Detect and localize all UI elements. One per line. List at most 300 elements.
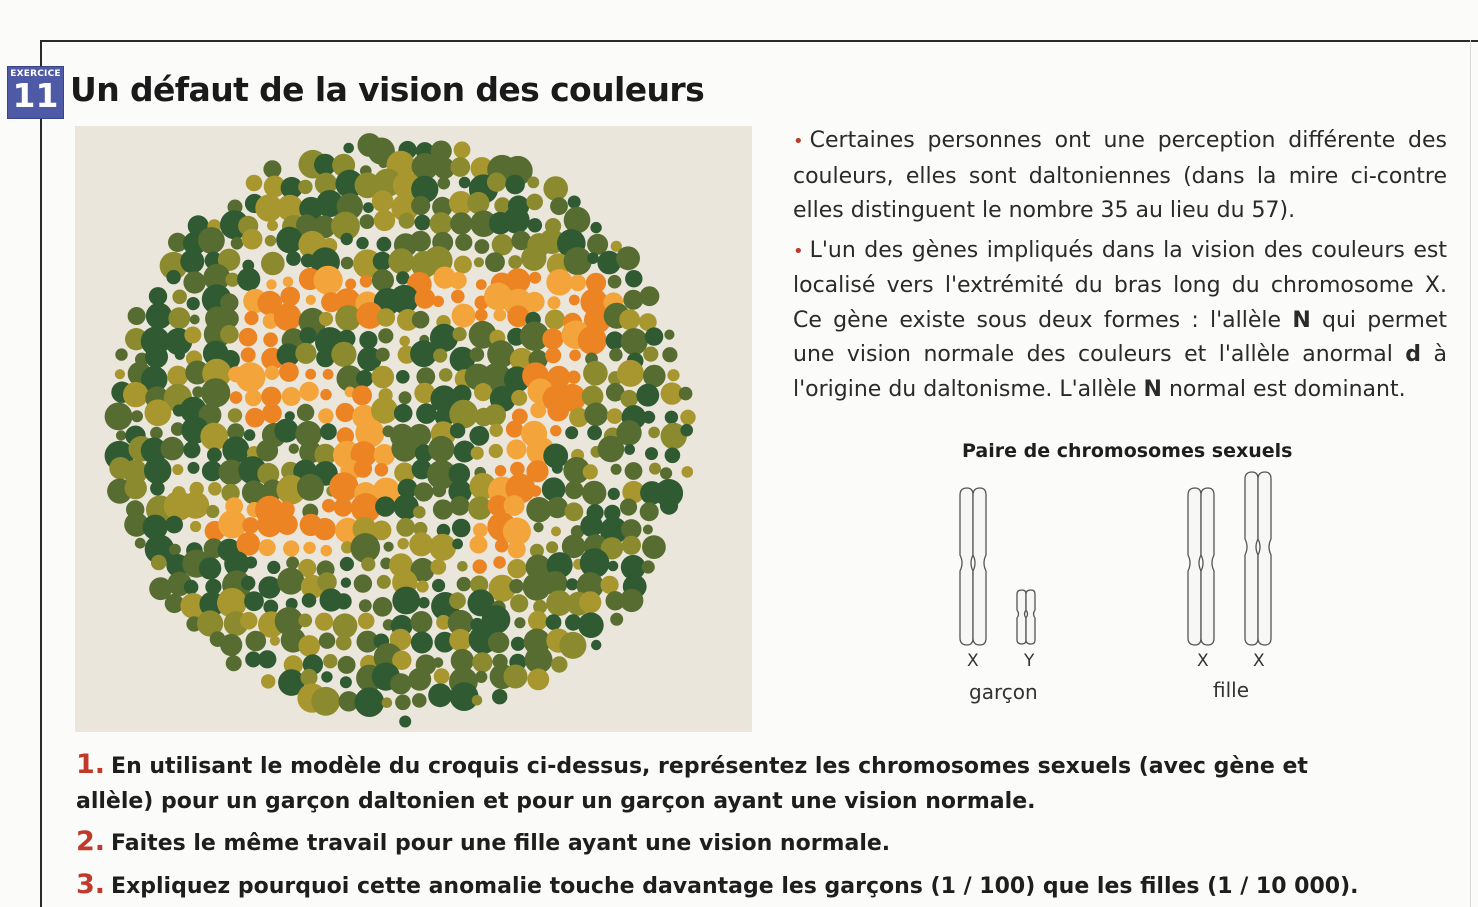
plate-dot <box>151 555 167 571</box>
plate-dot <box>616 246 640 270</box>
plate-dot <box>428 436 454 462</box>
plate-dot <box>323 369 334 380</box>
plate-dot <box>161 437 185 461</box>
plate-dot <box>375 496 395 516</box>
plate-dot <box>246 631 267 652</box>
plate-dot <box>548 296 561 309</box>
plate-dot <box>372 366 395 389</box>
plate-dot <box>105 403 133 431</box>
plate-dot <box>551 656 567 672</box>
plate-dot <box>298 635 320 657</box>
plate-dot <box>527 669 549 691</box>
plate-dot <box>475 239 490 254</box>
plate-dot <box>399 213 415 229</box>
plate-dot <box>564 247 592 275</box>
boy-x-label: X <box>967 651 979 671</box>
plate-dot <box>391 435 418 462</box>
plate-dot <box>336 403 355 422</box>
plate-dot <box>184 327 201 344</box>
girl-x2-label: X <box>1253 651 1265 671</box>
plate-dot <box>662 347 677 362</box>
plate-dot <box>474 257 484 267</box>
plate-dot <box>475 671 487 683</box>
plate-dot <box>434 668 450 684</box>
allele-n: N <box>1292 307 1311 333</box>
plate-dot <box>505 175 525 195</box>
boy-y-chromosome <box>1017 590 1035 644</box>
plate-dot <box>490 424 503 437</box>
question-text: Faites le même travail pour une fille ayant une vision normale. <box>111 831 891 856</box>
allele-d: d <box>1405 342 1422 367</box>
plate-dot <box>617 360 644 387</box>
girl-x-chromosome-1 <box>1188 488 1214 645</box>
plate-dot <box>354 459 372 477</box>
plate-dot <box>390 285 419 314</box>
plate-dot <box>231 237 244 250</box>
plate-dot <box>543 176 568 201</box>
plate-dot <box>439 368 453 382</box>
plate-dot <box>338 656 356 674</box>
plate-dot <box>660 497 678 515</box>
plate-dot <box>452 539 463 550</box>
plate-dot <box>609 348 622 361</box>
plate-dot <box>245 390 262 407</box>
plate-dot <box>625 270 642 287</box>
plate-dot <box>226 655 242 671</box>
plate-dot <box>495 465 506 476</box>
plate-dot <box>172 290 187 305</box>
plate-dot <box>373 597 393 617</box>
plate-dot <box>280 287 300 307</box>
plate-dot <box>183 441 200 458</box>
girl-x-chromosome-2 <box>1245 472 1271 645</box>
plate-dot <box>410 611 432 633</box>
intro-p2-part1: L'un des gènes impliqués dans la vision des couleurs est localisé vers l'extrémité du bras long du chromosome X. Ce gène existe sous deux formes : l'allèle <box>793 237 1447 333</box>
plate-dot <box>341 578 351 588</box>
plate-dot <box>318 408 333 423</box>
plate-dot <box>356 237 368 249</box>
plate-dot <box>241 347 256 362</box>
plate-dot <box>298 614 312 628</box>
plate-dot <box>115 348 127 360</box>
plate-dot <box>636 384 659 407</box>
plate-dot <box>399 336 410 347</box>
plate-dot <box>286 557 299 570</box>
question-number: 1. <box>76 749 106 780</box>
plate-dot <box>329 472 358 501</box>
plate-dot <box>454 256 472 274</box>
plate-dot <box>355 687 385 717</box>
bullet-icon: • <box>793 131 804 152</box>
girl-x1-label: X <box>1197 651 1209 671</box>
plate-dot <box>452 304 476 328</box>
plate-dot <box>411 196 430 215</box>
plate-dot <box>116 430 126 440</box>
plate-dot <box>608 488 620 500</box>
plate-dot <box>408 668 431 691</box>
plate-dot <box>485 252 505 272</box>
plate-dot <box>340 557 354 571</box>
intro-paragraph-1-text: Certaines personnes ont une perception différente des couleurs, elles sont daltoniennes (dans la mire ci-contre elles distinguent le nombre 35 au lieu du 57). <box>793 128 1447 223</box>
plate-dot <box>471 447 484 460</box>
plate-dot <box>430 559 446 575</box>
plate-dot <box>300 327 317 344</box>
plate-dot <box>509 579 523 593</box>
plate-dot <box>551 526 561 536</box>
plate-dot <box>372 269 394 291</box>
plate-dot <box>282 387 301 406</box>
plate-dot <box>270 636 280 646</box>
plate-dot <box>411 632 433 654</box>
plate-dot <box>565 502 584 521</box>
plate-dot <box>319 312 333 326</box>
plate-dot <box>488 632 509 653</box>
plate-dot <box>320 423 337 440</box>
plate-dot <box>302 593 317 608</box>
plate-dot <box>622 536 641 555</box>
plate-dot <box>412 311 430 329</box>
plate-dot <box>299 382 318 401</box>
plate-dot <box>566 578 578 590</box>
plate-dot <box>547 497 568 518</box>
plate-dot <box>528 177 540 189</box>
plate-dot <box>131 410 143 422</box>
plate-dot <box>413 506 426 519</box>
plate-dot <box>378 328 393 343</box>
plate-dot <box>410 231 431 252</box>
plate-dot <box>206 505 219 518</box>
diagram-title: Paire de chromosomes sexuels <box>962 440 1293 462</box>
plate-dot <box>345 279 356 290</box>
plate-dot <box>150 481 165 496</box>
plate-dot <box>395 695 411 711</box>
plate-dot <box>414 482 433 501</box>
plate-dot <box>354 574 372 592</box>
plate-dot <box>374 210 395 231</box>
plate-dot <box>429 534 456 561</box>
plate-dot <box>199 557 221 579</box>
plate-dot <box>322 499 336 513</box>
plate-dot <box>410 340 437 367</box>
plate-dot <box>514 617 525 628</box>
plate-dot <box>453 327 467 341</box>
plate-dot <box>640 502 659 521</box>
intro-p2-part4: normal est dominant. <box>1161 376 1406 402</box>
plate-dot <box>680 424 693 437</box>
plate-dot <box>665 448 681 464</box>
plate-dot <box>394 404 413 423</box>
plate-dot <box>356 370 373 387</box>
plate-dot <box>475 309 488 322</box>
plate-dot <box>392 587 420 615</box>
plate-dot <box>146 303 172 329</box>
exercise-badge <box>7 66 64 119</box>
plate-dot <box>297 404 314 421</box>
boy-x-chromosome <box>960 488 986 645</box>
plate-dot <box>361 557 375 571</box>
plate-dot <box>450 157 470 177</box>
plate-dot <box>333 613 358 638</box>
plate-dot <box>584 403 608 427</box>
boy-label: garçon <box>969 680 1038 704</box>
plate-dot <box>352 385 372 405</box>
plate-dot <box>220 325 239 344</box>
plate-dot <box>167 366 188 387</box>
plate-dot <box>261 252 285 276</box>
plate-dot <box>565 481 583 499</box>
plate-dot <box>546 269 572 295</box>
plate-dot <box>336 593 352 609</box>
plate-dot <box>341 233 353 245</box>
plate-dot <box>319 633 335 649</box>
plate-dot <box>611 464 622 475</box>
plate-dot <box>489 444 503 458</box>
plate-dot <box>266 279 276 289</box>
plate-dot <box>470 347 485 362</box>
plate-dot <box>323 654 337 668</box>
plate-dot <box>472 652 492 672</box>
plate-dot <box>150 427 163 440</box>
plate-dot <box>245 408 265 428</box>
plate-dot <box>679 387 693 401</box>
plate-dot <box>507 439 527 459</box>
plate-dot <box>607 408 623 424</box>
plate-dot <box>311 687 340 716</box>
plate-dot <box>144 457 171 484</box>
plate-dot <box>168 307 190 329</box>
plate-dot <box>521 246 546 271</box>
plate-dot <box>360 275 373 288</box>
plate-dot <box>358 613 375 630</box>
plate-dot <box>546 541 558 553</box>
plate-dot <box>274 303 302 331</box>
question-text: Expliquez pourquoi cette anomalie touche davantage les garçons (1 / 100) que les filles (1 / 10 000). <box>111 873 1359 899</box>
plate-dot <box>125 477 147 499</box>
plate-dot <box>359 331 377 349</box>
plate-dot <box>484 404 506 426</box>
plate-dot <box>643 347 658 362</box>
plate-dot <box>263 160 281 178</box>
question-2 <box>76 825 1376 862</box>
plate-dot <box>372 190 394 212</box>
plate-dot <box>265 235 276 246</box>
exercise-badge-label: EXERCICE <box>10 69 61 79</box>
plate-dot <box>300 669 317 686</box>
plate-dot <box>430 212 453 235</box>
question-number: 2. <box>76 826 106 857</box>
frame-top-border <box>40 40 1478 42</box>
plate-dot <box>246 175 263 192</box>
plate-dot <box>334 498 353 517</box>
plate-dot <box>384 542 394 552</box>
plate-dot <box>579 591 601 613</box>
plate-dot <box>470 536 488 554</box>
plate-dot <box>590 222 601 233</box>
plate-dot <box>598 436 625 463</box>
plate-dot <box>642 411 655 424</box>
plate-dot <box>432 579 445 592</box>
plate-dot <box>587 425 602 440</box>
plate-dot <box>583 361 608 386</box>
plate-dot <box>433 349 447 363</box>
plate-dot <box>667 369 679 381</box>
plate-dot <box>258 650 276 668</box>
plate-dot <box>450 272 467 289</box>
plate-dot <box>524 292 544 312</box>
plate-dot <box>542 328 563 349</box>
plate-dot <box>620 499 637 516</box>
plate-dot <box>166 270 180 284</box>
plate-dot <box>508 255 522 269</box>
plate-dot <box>244 311 258 325</box>
plate-dot <box>360 214 375 229</box>
plate-dot <box>399 716 411 728</box>
plate-dot <box>547 400 569 422</box>
plate-dot <box>620 589 643 612</box>
plate-dot <box>528 611 548 631</box>
plate-dot <box>645 327 663 345</box>
plate-dot <box>242 229 263 250</box>
intro-p2-part2: qui permet une vision normale des couleurs et l'allèle anormal <box>793 307 1448 367</box>
plate-dot <box>244 429 256 441</box>
plate-dot <box>648 427 660 439</box>
plate-dot <box>228 408 242 422</box>
plate-dot <box>473 523 488 538</box>
ishihara-plate <box>75 126 752 732</box>
plate-dot <box>145 399 172 426</box>
plate-dot <box>314 266 343 295</box>
plate-dot <box>315 613 333 631</box>
plate-dot <box>320 389 331 400</box>
plate-dot <box>321 671 332 682</box>
plate-dot <box>115 369 125 379</box>
plate-dot <box>542 477 566 501</box>
plate-dot <box>580 515 603 538</box>
plate-dot <box>457 561 468 572</box>
plate-dot <box>432 483 446 497</box>
plate-dot <box>452 519 471 538</box>
plate-dot <box>165 516 183 534</box>
plate-dot <box>508 540 526 558</box>
plate-dot <box>503 207 530 234</box>
plate-dot <box>237 268 260 291</box>
questions-list <box>76 748 1376 904</box>
plate-dot <box>175 350 185 360</box>
intro-paragraph-2 <box>793 234 1447 408</box>
plate-dot <box>220 634 242 656</box>
plate-dot <box>665 411 678 424</box>
plate-dot <box>474 383 492 401</box>
plate-dot <box>399 391 412 404</box>
plate-dot <box>198 227 225 254</box>
plate-dot <box>187 297 200 310</box>
plate-dot <box>472 695 483 706</box>
plate-dot <box>416 403 437 424</box>
plate-dot <box>546 614 562 630</box>
plate-dot <box>495 539 509 553</box>
plate-dot <box>341 257 354 270</box>
plate-dot <box>450 212 472 234</box>
plate-dot <box>172 464 183 475</box>
frame-right-border <box>1470 40 1471 907</box>
plate-dot <box>343 143 354 154</box>
plate-dot <box>511 390 527 406</box>
plate-dot <box>578 612 604 638</box>
plate-dot <box>570 275 587 292</box>
plate-dot <box>265 366 279 380</box>
plate-dot <box>680 410 695 425</box>
plate-dot <box>182 492 209 519</box>
plate-dot <box>494 309 507 322</box>
plate-dot <box>550 197 568 215</box>
plate-dot <box>533 522 543 532</box>
plate-dot <box>433 657 443 667</box>
plate-dot <box>510 594 528 612</box>
plate-dot <box>359 599 372 612</box>
plate-dot <box>645 447 658 460</box>
question-text: En utilisant le modèle du croquis ci-dessus, représentez les chromosomes sexuels (avec gène et allèle) pour un garçon daltonien et pour un garçon ayant une vision normale. <box>76 754 1308 814</box>
plate-dot <box>438 177 451 190</box>
plate-dot <box>587 252 599 264</box>
plate-dot <box>283 540 299 556</box>
plate-dot <box>649 463 661 475</box>
plate-dot <box>123 382 148 407</box>
plate-dot <box>457 577 471 591</box>
plate-dot <box>276 227 303 254</box>
plate-dot <box>190 315 200 325</box>
plate-dot <box>619 309 640 330</box>
plate-dot <box>415 288 436 309</box>
plate-dot <box>239 328 258 347</box>
plate-dot <box>188 462 200 474</box>
plate-dot <box>449 592 466 609</box>
plate-dot <box>568 196 581 209</box>
plate-dot <box>507 559 526 578</box>
plate-dot <box>295 343 316 364</box>
plate-dot <box>418 597 429 608</box>
intro-p2-part3: à l'origine du daltonisme. L'allèle <box>793 342 1447 402</box>
plate-dot <box>241 576 255 590</box>
plate-dot <box>625 462 643 480</box>
plate-dot <box>263 332 278 347</box>
plate-dot <box>473 559 487 573</box>
plate-dot <box>289 444 299 454</box>
plate-dot <box>504 495 525 516</box>
plate-dot <box>180 249 204 273</box>
exercise-number: 11 <box>12 76 59 115</box>
plate-dot <box>459 177 471 189</box>
allele-n-dominant: N <box>1143 376 1162 402</box>
plate-dot <box>620 390 638 408</box>
plate-dot <box>642 535 666 559</box>
plate-dot <box>286 251 301 266</box>
plate-dot <box>492 689 507 704</box>
plate-dot <box>640 286 660 306</box>
plate-dot <box>591 640 601 650</box>
plate-dot <box>128 307 146 325</box>
plate-dot <box>396 370 410 384</box>
plate-dot <box>377 237 392 252</box>
plate-dot <box>135 538 146 549</box>
plate-dot <box>433 296 444 307</box>
plate-dot <box>567 371 580 384</box>
plate-dot <box>283 277 294 288</box>
plate-dot <box>450 496 470 516</box>
plate-dot <box>449 629 471 651</box>
plate-dot <box>240 612 258 630</box>
plate-dot <box>569 350 581 362</box>
plate-dot <box>610 613 623 626</box>
